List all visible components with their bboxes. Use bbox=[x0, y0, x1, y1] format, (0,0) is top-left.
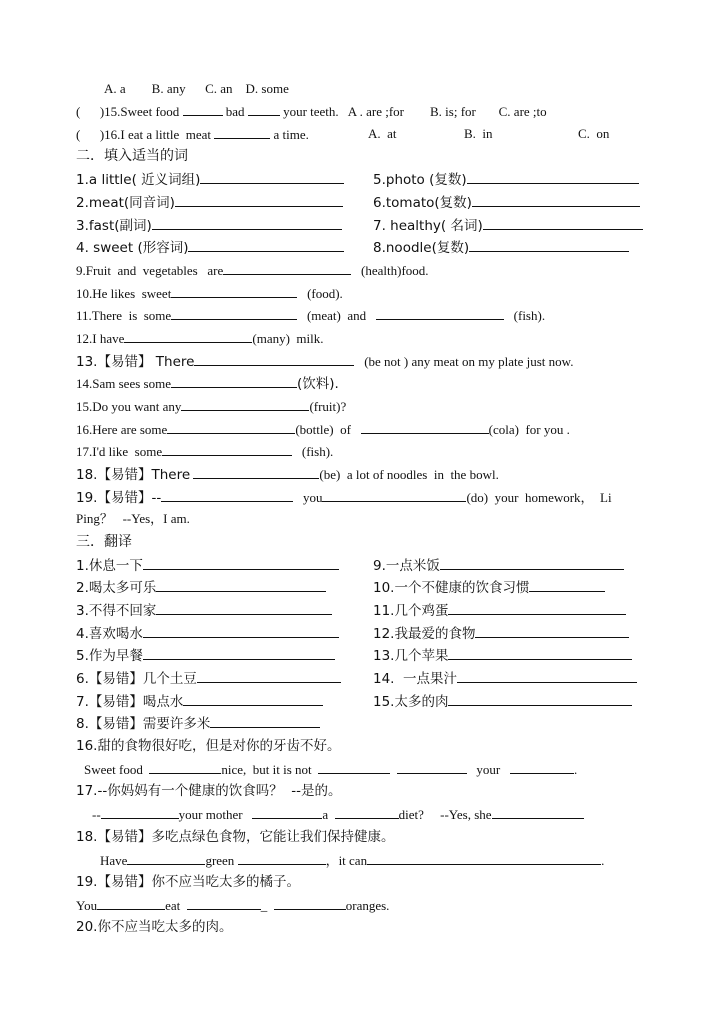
p2-q10: 10.He likes sweet (food). bbox=[76, 286, 343, 301]
p2-q16: 16.Here are some (bottle) of (cola) for you . bbox=[76, 422, 570, 437]
blank[interactable] bbox=[448, 692, 632, 706]
p2-item-1: 1.a little( 近义词组) bbox=[76, 170, 344, 189]
blank[interactable] bbox=[223, 261, 351, 275]
blank[interactable] bbox=[143, 624, 339, 638]
blank[interactable] bbox=[448, 601, 626, 615]
q16-option-b: B. in bbox=[464, 126, 493, 141]
p3-q16-zh: 16.甜的食物很好吃，但是对你的牙齿不好。 bbox=[76, 738, 341, 754]
blank[interactable] bbox=[335, 805, 399, 819]
p3-q18-zh: 18.【易错】多吃点绿色食物，它能让我们保持健康。 bbox=[76, 829, 395, 845]
blank[interactable] bbox=[194, 352, 354, 366]
blank[interactable] bbox=[529, 578, 605, 592]
p2-item-6: 6.tomato(复数) bbox=[373, 193, 640, 212]
p3-item-12: 12.我最爱的食物 bbox=[373, 624, 629, 643]
p3-item-14: 14. 一点果汁 bbox=[373, 669, 637, 688]
blank[interactable] bbox=[318, 760, 390, 774]
blank[interactable] bbox=[248, 102, 280, 116]
p2-q11: 11.There is some (meat) and (fish). bbox=[76, 308, 546, 323]
blank[interactable] bbox=[376, 306, 504, 320]
p2-q14: 14.Sam sees some (饮料). bbox=[76, 376, 339, 392]
blank[interactable] bbox=[472, 193, 640, 207]
p3-item-4: 4.喜欢喝水 bbox=[76, 624, 339, 643]
p3-item-9: 9.一点米饭 bbox=[373, 556, 624, 575]
p3-item-2: 2.喝太多可乐 bbox=[76, 578, 326, 597]
p3-q20-zh: 20.你不应当吃太多的肉。 bbox=[76, 919, 233, 935]
blank[interactable] bbox=[397, 760, 467, 774]
p3-q19-zh: 19.【易错】你不应当吃太多的橘子。 bbox=[76, 874, 300, 890]
blank[interactable] bbox=[188, 238, 344, 252]
p2-q18: 18.【易错】There (be) a lot of noodles in the bowl. bbox=[76, 467, 499, 483]
blank[interactable] bbox=[127, 851, 205, 865]
blank[interactable] bbox=[162, 442, 292, 456]
blank[interactable] bbox=[448, 646, 632, 660]
p3-item-8: 8.【易错】需要许多米 bbox=[76, 714, 320, 733]
blank[interactable] bbox=[171, 284, 297, 298]
p3-q19-en: You eat _ oranges. bbox=[76, 898, 390, 913]
blank[interactable] bbox=[200, 170, 344, 184]
blank[interactable] bbox=[181, 397, 309, 411]
p2-item-2: 2.meat(同音词) bbox=[76, 193, 343, 212]
p3-item-6: 6.【易错】几个土豆 bbox=[76, 669, 341, 688]
blank[interactable] bbox=[492, 805, 584, 819]
blank[interactable] bbox=[467, 170, 639, 184]
p3-item-15: 15.太多的肉 bbox=[373, 692, 632, 711]
blank[interactable] bbox=[149, 760, 221, 774]
p2-q19-cont: Ping？ --Yes，I am. bbox=[76, 511, 190, 526]
blank[interactable] bbox=[187, 896, 261, 910]
p2-q13: 13.【易错】 There (be not ) any meat on my plate just now. bbox=[76, 354, 574, 370]
p3-q17-zh: 17.--你妈妈有一个健康的饮食吗？ --是的。 bbox=[76, 783, 342, 799]
p2-q17: 17.I'd like some (fish). bbox=[76, 444, 334, 459]
blank[interactable] bbox=[214, 125, 270, 139]
p3-item-11: 11.几个鸡蛋 bbox=[373, 601, 626, 620]
blank[interactable] bbox=[171, 374, 297, 388]
blank[interactable] bbox=[469, 238, 629, 252]
answer-paren[interactable]: ( ) bbox=[76, 104, 105, 119]
blank[interactable] bbox=[510, 760, 574, 774]
section-title-translate: 三．翻译 bbox=[76, 534, 132, 550]
answer-paren[interactable]: ( ) bbox=[76, 127, 105, 142]
blank[interactable] bbox=[124, 329, 252, 343]
blank[interactable] bbox=[193, 465, 319, 479]
blank[interactable] bbox=[238, 851, 326, 865]
blank[interactable] bbox=[322, 488, 466, 502]
p3-item-10: 10.一个不健康的饮食习惯 bbox=[373, 578, 605, 597]
q15-line: ( )15.Sweet food bad your teeth. A . are ;for B. is; for C. are ;to bbox=[76, 104, 547, 119]
q16-option-a: A. at bbox=[368, 126, 397, 141]
blank[interactable] bbox=[252, 805, 322, 819]
p2-item-7: 7. healthy( 名词) bbox=[373, 216, 643, 235]
blank[interactable] bbox=[475, 624, 629, 638]
p2-item-8: 8.noodle(复数) bbox=[373, 238, 629, 257]
blank[interactable] bbox=[483, 216, 643, 230]
blank[interactable] bbox=[361, 420, 489, 434]
blank[interactable] bbox=[152, 216, 342, 230]
section-title-fill-in: 二．填入适当的词 bbox=[76, 148, 188, 164]
p3-q17-en: -- your mother a diet? --Yes, she bbox=[92, 805, 584, 824]
p2-item-4: 4. sweet (形容词) bbox=[76, 238, 344, 257]
blank[interactable] bbox=[457, 669, 637, 683]
blank[interactable] bbox=[183, 692, 323, 706]
blank[interactable] bbox=[171, 306, 297, 320]
p3-item-7: 7.【易错】喝点水 bbox=[76, 692, 323, 711]
p3-item-13: 13.几个苹果 bbox=[373, 646, 632, 665]
p3-item-1: 1.休息一下 bbox=[76, 556, 339, 575]
p3-q18-en: Have green ，it can . bbox=[100, 853, 605, 868]
blank[interactable] bbox=[274, 896, 346, 910]
p2-q9: 9.Fruit and vegetables are (health)food. bbox=[76, 263, 429, 278]
blank[interactable] bbox=[143, 556, 339, 570]
blank[interactable] bbox=[175, 193, 343, 207]
p3-item-5: 5.作为早餐 bbox=[76, 646, 335, 665]
p2-q15: 15.Do you want any (fruit)? bbox=[76, 399, 347, 414]
p2-q19: 19.【易错】-- you (do) your homework， Li bbox=[76, 490, 612, 506]
p3-q16-en: Sweet food nice, but it is not your . bbox=[84, 762, 578, 777]
blank[interactable] bbox=[197, 669, 341, 683]
blank[interactable] bbox=[183, 102, 223, 116]
blank[interactable] bbox=[167, 420, 295, 434]
p3-item-3: 3.不得不回家 bbox=[76, 601, 332, 620]
blank[interactable] bbox=[143, 646, 335, 660]
blank[interactable] bbox=[440, 556, 624, 570]
blank[interactable] bbox=[156, 601, 332, 615]
blank[interactable] bbox=[210, 714, 320, 728]
q16-line: ( )16.I eat a little meat a time. bbox=[76, 127, 309, 142]
blank[interactable] bbox=[101, 805, 179, 819]
q16-option-c: C. on bbox=[578, 126, 610, 141]
blank[interactable] bbox=[156, 578, 326, 592]
p2-item-5: 5.photo (复数) bbox=[373, 170, 639, 189]
p2-item-3: 3.fast(副词) bbox=[76, 216, 342, 235]
p2-q12: 12.I have (many) milk. bbox=[76, 331, 324, 346]
q14-options: A. a B. any C. an D. some bbox=[104, 81, 289, 96]
blank[interactable] bbox=[367, 851, 601, 865]
blank[interactable] bbox=[161, 488, 293, 502]
blank[interactable] bbox=[97, 896, 165, 910]
